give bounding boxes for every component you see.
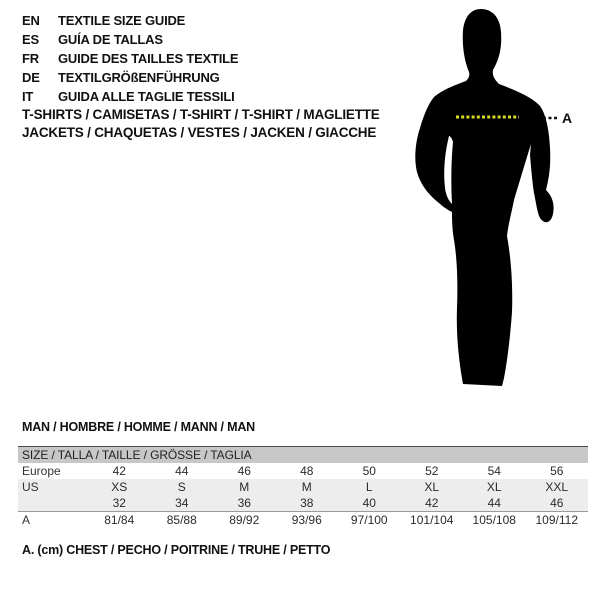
row-label: US: [18, 479, 88, 495]
size-cell: 93/96: [276, 512, 339, 529]
measurement-footnote: A. (cm) CHEST / PECHO / POITRINE / TRUHE / PETTO: [22, 543, 331, 557]
language-row-es: [22, 30, 238, 49]
language-code: EN: [22, 13, 40, 28]
size-cell: 32: [88, 495, 151, 512]
size-cell: 105/108: [463, 512, 526, 529]
size-cell: 89/92: [213, 512, 276, 529]
size-cell: 42: [401, 495, 464, 512]
size-cell: 36: [213, 495, 276, 512]
language-list: [22, 11, 238, 106]
size-cell: 101/104: [401, 512, 464, 529]
left-arm-gap: [444, 136, 453, 204]
size-cell: 56: [550, 464, 564, 478]
size-cell: M: [276, 479, 339, 495]
size-table: [18, 446, 588, 528]
size-cell: 85/88: [151, 512, 214, 529]
language-code: FR: [22, 51, 39, 66]
size-cell: 46: [526, 495, 589, 512]
size-cell: 109/112: [526, 512, 589, 529]
size-cell: 48: [300, 464, 314, 478]
size-table-header: SIZE / TALLA / TAILLE / GRÖSSE / TAGLIA: [18, 447, 588, 464]
size-cell: M: [213, 479, 276, 495]
category-lines: [22, 106, 380, 142]
measure-label-a: A: [562, 110, 573, 126]
size-cell: XXL: [526, 479, 589, 495]
row-label: [18, 495, 88, 512]
size-table-header-row: [18, 447, 588, 464]
language-label: GUIDA ALLE TAGLIE TESSILI: [58, 89, 235, 104]
size-cell: 97/100: [338, 512, 401, 529]
language-code: ES: [22, 32, 39, 47]
size-cell: L: [338, 479, 401, 495]
table-row-chest-a: [18, 512, 588, 529]
size-cell: XL: [401, 479, 464, 495]
table-row-europe: [18, 463, 588, 479]
size-cell: XS: [88, 479, 151, 495]
size-cell: 50: [362, 464, 376, 478]
size-cell: 42: [112, 464, 126, 478]
language-label: TEXTILGRÖßENFÜHRUNG: [58, 70, 220, 85]
size-cell: S: [151, 479, 214, 495]
size-cell: 54: [487, 464, 501, 478]
table-row-us-numeric: [18, 495, 588, 512]
row-label: Europe: [22, 464, 61, 478]
language-label: GUIDE DES TAILLES TEXTILE: [58, 51, 239, 66]
size-cell: 44: [463, 495, 526, 512]
language-row-it: [22, 87, 238, 106]
language-label: TEXTILE SIZE GUIDE: [58, 13, 186, 28]
size-cell: 44: [175, 464, 189, 478]
size-cell: 38: [276, 495, 339, 512]
size-cell: 81/84: [88, 512, 151, 529]
section-title: MAN / HOMBRE / HOMME / MANN / MAN: [22, 420, 255, 434]
language-code: DE: [22, 70, 40, 85]
language-row-en: [22, 11, 238, 30]
language-label: GUÍA DE TALLAS: [58, 32, 163, 47]
category-line-tshirts: T-SHIRTS / CAMISETAS / T-SHIRT / T-SHIRT / MAGLIETTE: [22, 107, 380, 122]
man-silhouette: [415, 9, 553, 386]
size-cell: XL: [463, 479, 526, 495]
language-row-de: [22, 68, 238, 87]
language-code: IT: [22, 89, 34, 104]
language-row-fr: [22, 49, 238, 68]
row-label: A: [18, 512, 88, 529]
table-row-us: [18, 479, 588, 495]
category-line-jackets: JACKETS / CHAQUETAS / VESTES / JACKEN / GIACCHE: [22, 125, 377, 140]
size-cell: 34: [151, 495, 214, 512]
size-cell: 46: [237, 464, 251, 478]
size-cell: 52: [425, 464, 439, 478]
size-cell: 40: [338, 495, 401, 512]
